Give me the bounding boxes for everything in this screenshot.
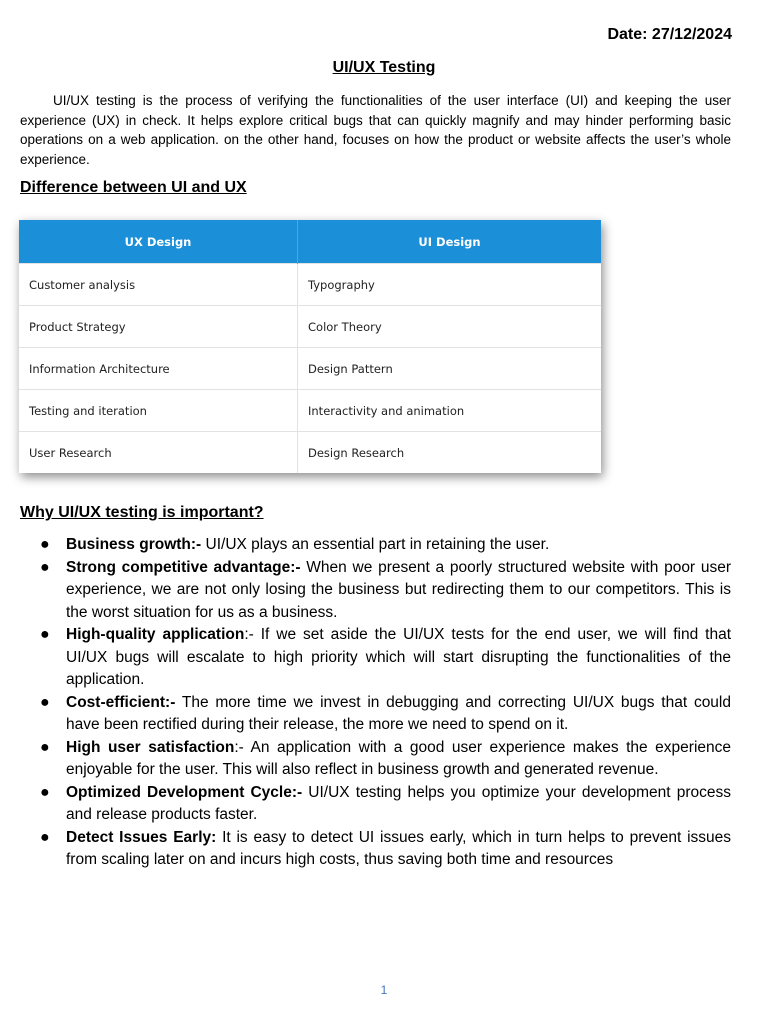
list-item-lead: Business growth:- — [66, 536, 202, 553]
list-item-lead: Detect Issues Early: — [66, 828, 217, 846]
table-cell-ui: Color Theory — [298, 306, 602, 348]
table-row — [19, 432, 601, 474]
list-item-text: UI/UX plays an essential part in retaining the user. — [201, 536, 550, 553]
list-item — [20, 782, 731, 827]
page-number: 1 — [380, 983, 388, 997]
table-cell-ux: User Research — [19, 432, 298, 474]
bullet-icon: ● — [40, 536, 50, 553]
table-cell-ux: Information Architecture — [19, 348, 298, 390]
table-header-ui: UI Design — [298, 220, 602, 264]
bullet-icon: ● — [40, 783, 50, 801]
list-item — [20, 534, 731, 557]
list-item-text: The more time we invest in debugging and correcting UI/UX bugs that could have been rectified during their release, the more we need to spend on it. — [66, 693, 731, 733]
table-cell-ui: Interactivity and animation — [298, 390, 602, 432]
list-item-text: It is easy to detect UI issues early, which in turn helps to prevent issues from scaling later on and incurs high costs, thus saving both time and resources — [66, 828, 732, 868]
document-title: UI/UX Testing — [332, 59, 436, 76]
table-cell-ui: Design Research — [298, 432, 602, 474]
list-item-lead: High user satisfaction — [66, 738, 235, 756]
list-item — [20, 692, 731, 737]
list-item — [20, 557, 731, 625]
list-item-text: UI/UX testing helps you optimize your development process and release products faster. — [66, 783, 731, 823]
comparison-table-card — [19, 220, 601, 473]
list-item — [20, 624, 731, 692]
why-heading: Why UI/UX testing is important? — [20, 504, 264, 521]
table-cell-ui: Design Pattern — [298, 348, 602, 390]
list-item-lead: High-quality application — [66, 626, 245, 643]
ui-ux-comparison-table — [19, 220, 601, 473]
bullet-icon: ● — [40, 828, 50, 846]
table-cell-ux: Testing and iteration — [19, 390, 298, 432]
difference-heading: Difference between UI and UX — [20, 179, 247, 196]
list-item-text: :- An application with a good user experience makes the experience enjoyable for the user. This will also reflect in business growth and generated revenue. — [66, 738, 731, 778]
bullet-icon: ● — [40, 626, 50, 643]
importance-list — [20, 534, 731, 872]
list-item-text: :- If we set aside the UI/UX tests for the end user, we will find that UI/UX bugs will escalate to high priority which will start disrupting the functionalities of the application. — [66, 626, 732, 688]
table-row — [19, 390, 601, 432]
list-item-lead: Strong competitive advantage:- — [66, 558, 301, 576]
table-cell-ux: Customer analysis — [19, 264, 298, 306]
table-cell-ui: Typography — [298, 264, 602, 306]
list-item-lead: Cost-efficient:- — [66, 693, 176, 711]
list-item — [20, 737, 731, 782]
table-row — [19, 306, 601, 348]
list-item — [20, 827, 731, 872]
table-row — [19, 264, 601, 306]
intro-paragraph: UI/UX testing is the process of verifying the functionalities of the user interface (UI) and keeping the user experience (UX) in check. It helps explore critical bugs that can quickly magnify and may hinder performing basic operations on a web application. on the other hand, focuses on how the product or website affects the user’s whole experience. — [20, 93, 731, 167]
bullet-icon: ● — [40, 738, 50, 756]
list-item-text: When we present a poorly structured website with poor user experience, we are not only losing the business but redirecting them to our competitors. This is the worst situation for us as a business. — [66, 558, 731, 621]
document-date: Date: 27/12/2024 — [607, 26, 732, 43]
list-item-lead: Optimized Development Cycle:- — [66, 783, 303, 801]
table-row — [19, 348, 601, 390]
bullet-icon: ● — [40, 693, 50, 711]
table-header-row — [19, 220, 601, 264]
bullet-icon: ● — [40, 558, 50, 576]
table-header-ux: UX Design — [19, 220, 298, 264]
table-cell-ux: Product Strategy — [19, 306, 298, 348]
